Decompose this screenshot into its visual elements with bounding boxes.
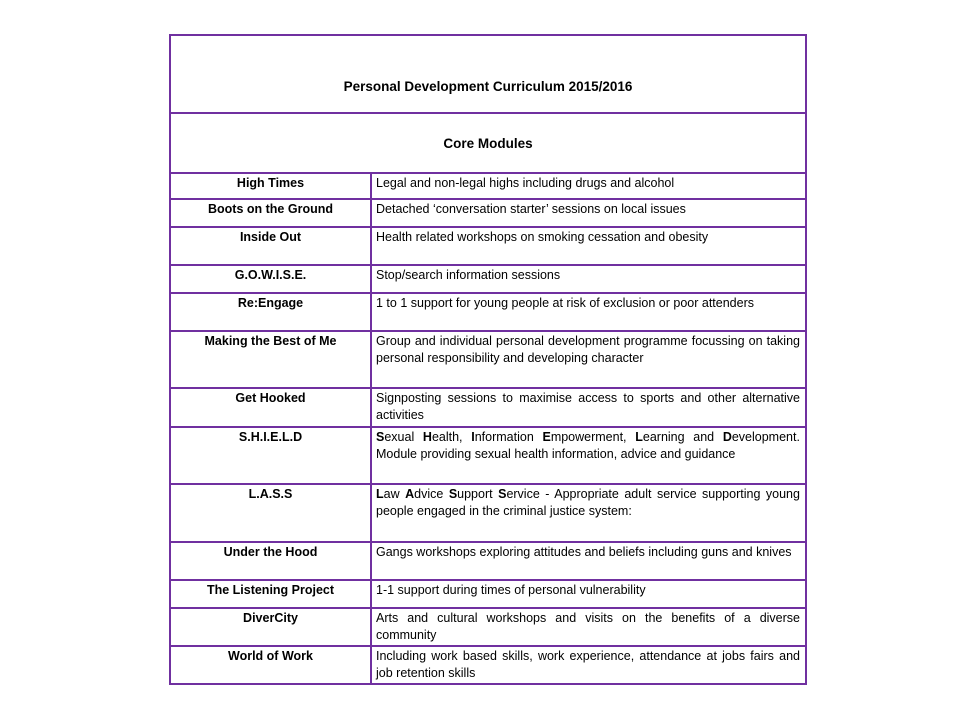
module-row <box>170 331 806 388</box>
module-name: S.H.I.E.L.D <box>170 427 371 484</box>
module-description: Including work based skills, work experience, attendance at jobs fairs and job retention skills <box>371 646 806 684</box>
module-name: Inside Out <box>170 227 371 265</box>
title-row <box>170 35 806 113</box>
subtitle-row <box>170 113 806 173</box>
module-row <box>170 542 806 580</box>
module-row <box>170 173 806 199</box>
module-row <box>170 646 806 684</box>
module-row <box>170 227 806 265</box>
module-row <box>170 388 806 427</box>
module-row <box>170 608 806 646</box>
module-name: Re:Engage <box>170 293 371 331</box>
module-description: Sexual Health, Information Empowerment, Learning and Development. Module providing sexual health information, advice and guidance <box>371 427 806 484</box>
module-name: DiverCity <box>170 608 371 646</box>
module-row <box>170 427 806 484</box>
module-description: Detached ‘conversation starter’ sessions on local issues <box>371 199 806 227</box>
module-description: Health related workshops on smoking cessation and obesity <box>371 227 806 265</box>
curriculum-title: Personal Development Curriculum 2015/2016 <box>170 35 806 113</box>
module-row <box>170 484 806 542</box>
module-row <box>170 199 806 227</box>
module-description: 1-1 support during times of personal vulnerability <box>371 580 806 608</box>
module-description: Legal and non-legal highs including drugs and alcohol <box>371 173 806 199</box>
module-description: 1 to 1 support for young people at risk of exclusion or poor attenders <box>371 293 806 331</box>
module-name: G.O.W.I.S.E. <box>170 265 371 293</box>
module-row <box>170 293 806 331</box>
module-name: Get Hooked <box>170 388 371 427</box>
module-description: Stop/search information sessions <box>371 265 806 293</box>
module-name: The Listening Project <box>170 580 371 608</box>
module-name: Making the Best of Me <box>170 331 371 388</box>
curriculum-table <box>169 34 807 685</box>
module-name: L.A.S.S <box>170 484 371 542</box>
module-description: Signposting sessions to maximise access to sports and other alternative activities <box>371 388 806 427</box>
module-description: Law Advice Support Service - Appropriate adult service supporting young people engaged in the criminal justice system: <box>371 484 806 542</box>
module-name: World of Work <box>170 646 371 684</box>
module-description: Group and individual personal development programme focussing on taking personal responsibility and developing character <box>371 331 806 388</box>
module-name: Boots on the Ground <box>170 199 371 227</box>
module-description: Arts and cultural workshops and visits on the benefits of a diverse community <box>371 608 806 646</box>
module-row <box>170 580 806 608</box>
module-row <box>170 265 806 293</box>
module-name: Under the Hood <box>170 542 371 580</box>
module-name: High Times <box>170 173 371 199</box>
core-modules-heading: Core Modules <box>170 113 806 173</box>
module-description: Gangs workshops exploring attitudes and beliefs including guns and knives <box>371 542 806 580</box>
